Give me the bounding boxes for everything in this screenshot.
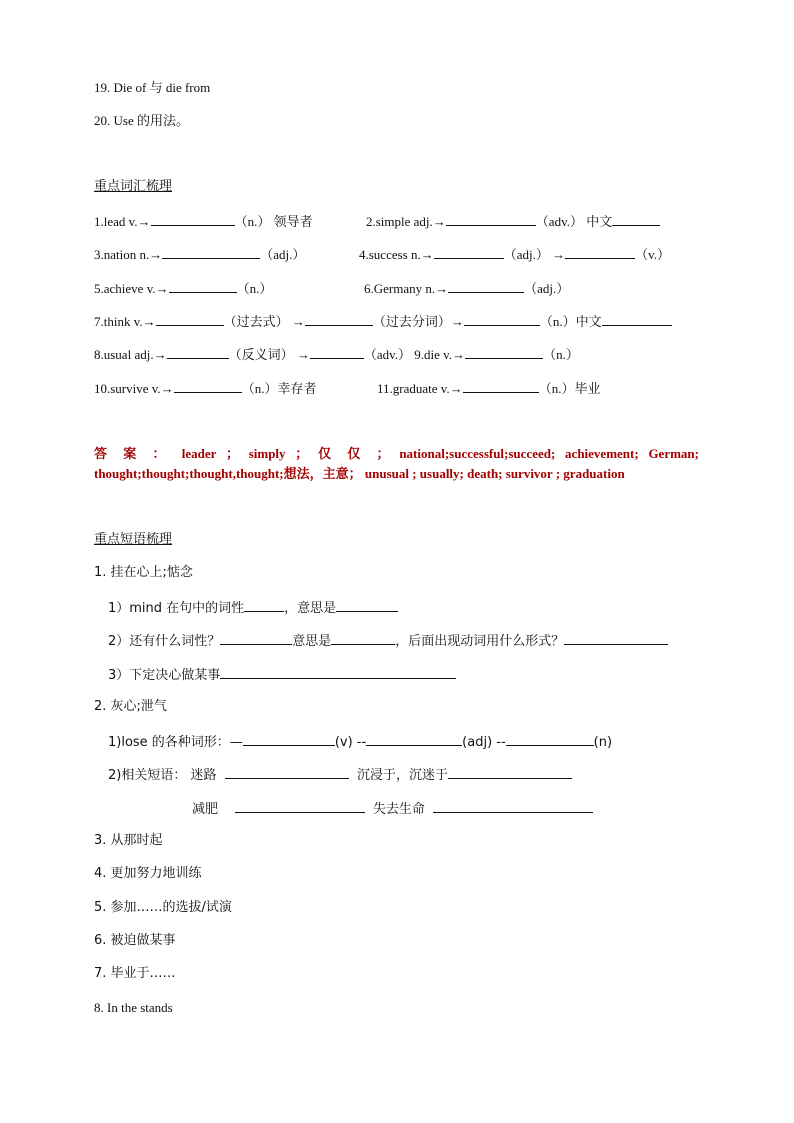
answer-blank[interactable] xyxy=(602,312,672,326)
vocab-row-6 xyxy=(94,379,316,398)
answer-blank[interactable] xyxy=(612,212,660,226)
vocab-prompt: （过去分词）→ xyxy=(372,314,464,329)
vocab-prompt: （v.） xyxy=(635,247,671,262)
answer-blank[interactable] xyxy=(448,279,524,293)
answer-key: 答 案 ： leader ； simply ； 仅 仅 ； national;successful;succeed; achievement; German; thought;thought;thought,thought;想法，主意； unusual ; usually; death; survivor ; graduation xyxy=(94,446,699,481)
phrase-1-q3 xyxy=(108,665,456,685)
vocab-prompt: 3.nation n.→ xyxy=(94,247,163,262)
answer-blank[interactable] xyxy=(434,245,504,259)
answer-blank[interactable] xyxy=(463,379,539,393)
answer-blank[interactable] xyxy=(464,312,540,326)
vocab-row-3 xyxy=(94,279,272,298)
vocab-prompt: 10.survive v.→ xyxy=(94,381,174,396)
vocab-row-1 xyxy=(94,212,313,231)
question-text: 减肥 xyxy=(192,802,219,817)
answer-blank[interactable] xyxy=(167,345,229,359)
vocab-prompt: 6.Germany n.→ xyxy=(364,281,449,296)
vocab-heading: 重点词汇梳理 xyxy=(94,179,173,194)
question-text: 1）mind 在句中的词性 xyxy=(108,601,245,616)
answer-blank[interactable] xyxy=(220,631,292,645)
vocab-row-5 xyxy=(94,345,579,364)
answer-blank[interactable] xyxy=(220,665,456,679)
vocab-prompt: 7.think v.→ xyxy=(94,314,156,329)
question-text: 失去生命 xyxy=(372,802,425,817)
question-text: ，后面出现动词用什么形式？ xyxy=(395,634,565,649)
phrases-heading: 重点短语梳理 xyxy=(94,532,173,547)
phrase-2: 2. 灰心;泄气 xyxy=(94,699,167,714)
answer-blank[interactable] xyxy=(446,212,536,226)
phrase-7: 7. 毕业于…… xyxy=(94,966,176,981)
answer-blank[interactable] xyxy=(506,732,594,746)
question-text: 2）还有什么词性？ xyxy=(108,634,221,649)
vocab-prompt: 5.achieve v.→ xyxy=(94,281,169,296)
vocab-row-2b xyxy=(359,245,670,264)
answer-blank[interactable] xyxy=(235,799,365,813)
phrase-3: 3. 从那时起 xyxy=(94,833,163,848)
vocab-prompt: （n.） xyxy=(236,281,273,296)
answer-blank[interactable] xyxy=(565,245,635,259)
answer-blank[interactable] xyxy=(156,312,224,326)
vocab-prompt: （adv.） 9.die v.→ xyxy=(363,347,466,362)
phrase-2-q2 xyxy=(108,765,572,785)
question-text: 2)相关短语： 迷路 xyxy=(108,768,217,783)
answer-blank[interactable] xyxy=(336,598,398,612)
vocab-prompt: 2.simple adj.→ xyxy=(366,214,446,229)
question-text: 3）下定决心做某事 xyxy=(108,668,221,683)
phrase-2-q1 xyxy=(108,732,612,752)
vocab-row-6b xyxy=(377,379,600,398)
vocab-prompt: （反义词） → xyxy=(228,347,310,362)
phrase-1-q1 xyxy=(108,598,398,618)
item-19: 19. Die of 与 die from xyxy=(94,80,211,95)
question-text: 意思是 xyxy=(292,634,332,649)
vocab-prompt: 1.lead v.→ xyxy=(94,214,151,229)
phrase-2-q3 xyxy=(192,799,593,819)
vocab-prompt: 11.graduate v.→ xyxy=(377,381,463,396)
vocab-row-2 xyxy=(94,245,305,264)
answer-blank[interactable] xyxy=(151,212,235,226)
vocab-row-1b xyxy=(366,212,660,231)
phrase-1-q2 xyxy=(108,631,668,651)
answer-blank[interactable] xyxy=(174,379,242,393)
question-text: (adj) -- xyxy=(462,735,506,750)
answer-blank[interactable] xyxy=(331,631,395,645)
vocab-prompt: （adv.） 中文 xyxy=(535,214,613,229)
question-text: (v) -- xyxy=(334,735,367,750)
answer-blank[interactable] xyxy=(433,799,593,813)
phrase-4: 4. 更加努力地训练 xyxy=(94,866,202,881)
answer-blank[interactable] xyxy=(366,732,462,746)
answer-blank[interactable] xyxy=(169,279,237,293)
vocab-prompt: （过去式） → xyxy=(223,314,305,329)
answer-blank[interactable] xyxy=(162,245,260,259)
question-text: ，意思是 xyxy=(284,601,337,616)
vocab-prompt: 8.usual adj.→ xyxy=(94,347,167,362)
answer-blank[interactable] xyxy=(305,312,373,326)
answer-blank[interactable] xyxy=(225,765,349,779)
answer-blank[interactable] xyxy=(244,598,284,612)
answer-blank[interactable] xyxy=(448,765,572,779)
item-20: 20. Use 的用法。 xyxy=(94,113,189,128)
question-text: 沉浸于，沉迷于 xyxy=(357,768,449,783)
phrase-6: 6. 被迫做某事 xyxy=(94,933,176,948)
vocab-prompt: （adj.） xyxy=(524,281,570,296)
vocab-prompt: （n.） 领导者 xyxy=(234,214,313,229)
vocab-prompt: （adj.） → xyxy=(503,247,566,262)
vocab-prompt: （n.）中文 xyxy=(539,314,602,329)
vocab-prompt: （n.） xyxy=(543,347,579,362)
answer-blank[interactable] xyxy=(564,631,668,645)
phrase-5: 5. 参加……的选拔/试演 xyxy=(94,900,232,915)
vocab-row-4 xyxy=(94,312,672,331)
vocab-prompt: （n.）幸存者 xyxy=(241,381,317,396)
vocab-prompt: （n.）毕业 xyxy=(538,381,601,396)
phrase-1: 1. 挂在心上;惦念 xyxy=(94,565,193,580)
vocab-prompt: 4.success n.→ xyxy=(359,247,434,262)
vocab-prompt: （adj.） xyxy=(260,247,306,262)
answer-blank[interactable] xyxy=(465,345,543,359)
answer-blank[interactable] xyxy=(310,345,364,359)
vocab-row-3b xyxy=(364,279,569,298)
phrase-8: 8. In the stands xyxy=(94,1000,173,1015)
question-text: (n) xyxy=(593,735,613,750)
answer-blank[interactable] xyxy=(243,732,335,746)
question-text: 1)lose 的各种词形：— xyxy=(108,735,243,750)
